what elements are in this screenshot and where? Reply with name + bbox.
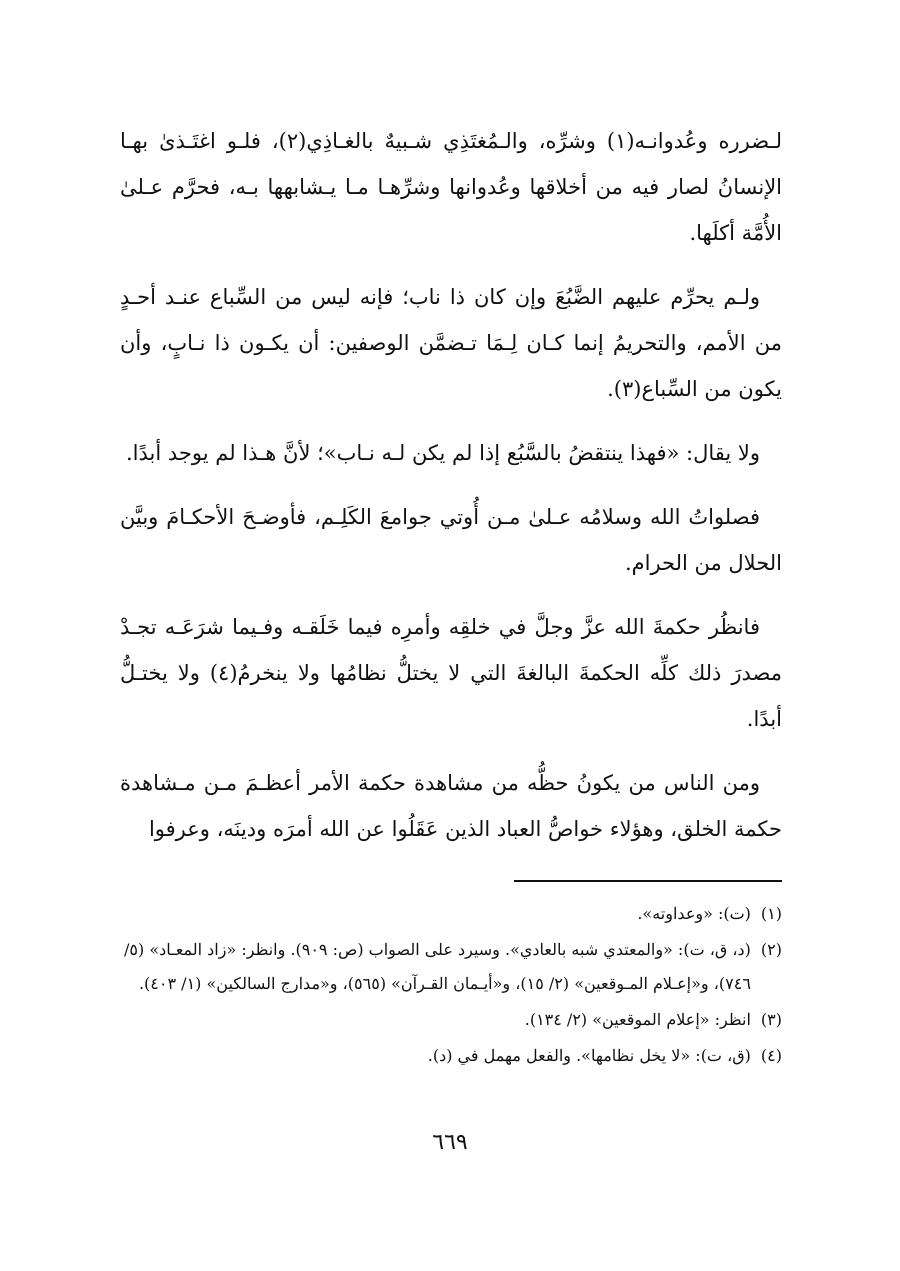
footnote-number: (١) xyxy=(760,904,782,923)
footnote-number: (٣) xyxy=(760,1010,782,1029)
footnote-separator xyxy=(514,880,782,882)
footnotes xyxy=(120,897,782,1075)
paragraph-3: ولا يقال: «فهذا ينتقضُ بالسَّبُع إذا لم يكن لـه نـاب»؛ لأنَّ هـذا لم يوجد أبدًا. xyxy=(125,441,760,465)
paragraph-4: فصلواتُ الله وسلامُه عـلىٰ مـن أُوتي جوامعَ الكَلِـم، فأوضـحَ الأحكـامَ وبيَّن الحلال من الحرام. xyxy=(120,505,782,575)
footnote-1 xyxy=(120,897,782,931)
footnote-text: (د، ق، ت): «والمعتدي شبه بالعادي». وسيرد على الصواب (ص: ٩٠٩). وانظر: «زاد المعـاد» (٥/ ٧٤٦)، و«إعـلام المـوقعين» (٢/ ١٥)، و«أيـمان القـرآن» (٥٦٥)، و«مدارج السالكين» (١/ ٤٠٣). xyxy=(124,940,751,993)
page-number: ٦٦٩ xyxy=(432,1130,468,1155)
main-text xyxy=(120,118,782,870)
paragraph-5: فانظُر حكمةَ الله عزَّ وجلَّ في خلقِه وأمرِه فيما خَلَقـه وفـيما شرَعَـه تجـدْ مصدرَ ذلك كلِّه الحكمةَ البالغةَ التي لا يختلُّ نظامُها ولا ينخرمُ(٤) ولا يختـلُّ أبدًا. xyxy=(120,615,782,731)
footnote-2 xyxy=(120,933,782,1001)
footnote-4 xyxy=(120,1039,782,1073)
footnote-number: (٢) xyxy=(760,940,782,959)
footnote-text: انظر: «إعلام الموقعين» (٢/ ١٣٤). xyxy=(524,1010,751,1029)
paragraph-1: لـضرره وعُدوانـه(١) وشرِّه، والـمُغتَذِي شـبيهٌ بالغـاذِي(٢)، فلـو اغتَـذىٰ بهـا الإنسانُ لصار فيه من أخلاقها وعُدوانها وشرِّهـا مـا يـشابهها بـه، فحرَّم عـلىٰ الأُمَّة أكلَها. xyxy=(120,129,782,245)
footnote-text: (ق، ت): «لا يخل نظامها». والفعل مهمل في (د). xyxy=(427,1046,751,1065)
footnote-3 xyxy=(120,1003,782,1037)
footnote-number: (٤) xyxy=(760,1046,782,1065)
paragraph-2: ولـم يحرِّم عليهم الضَّبُعَ وإن كان ذا ناب؛ فإنه ليس من السِّباع عنـد أحـدٍ من الأمم، والتحريمُ إنما كـان لِـمَا تـضمَّن الوصفين: أن يكـون ذا نـابٍ، وأن يكون من السِّباع(٣). xyxy=(120,285,782,401)
paragraph-6: ومن الناس من يكونُ حظُّه من مشاهدة حكمة الأمر أعظـمَ مـن مـشاهدة حكمة الخلق، وهؤلاء خواصُّ العباد الذين عَقَلُوا عن الله أمرَه ودينَه، وعرفوا xyxy=(120,771,782,841)
footnote-text: (ت): «وعداوته». xyxy=(637,904,751,923)
